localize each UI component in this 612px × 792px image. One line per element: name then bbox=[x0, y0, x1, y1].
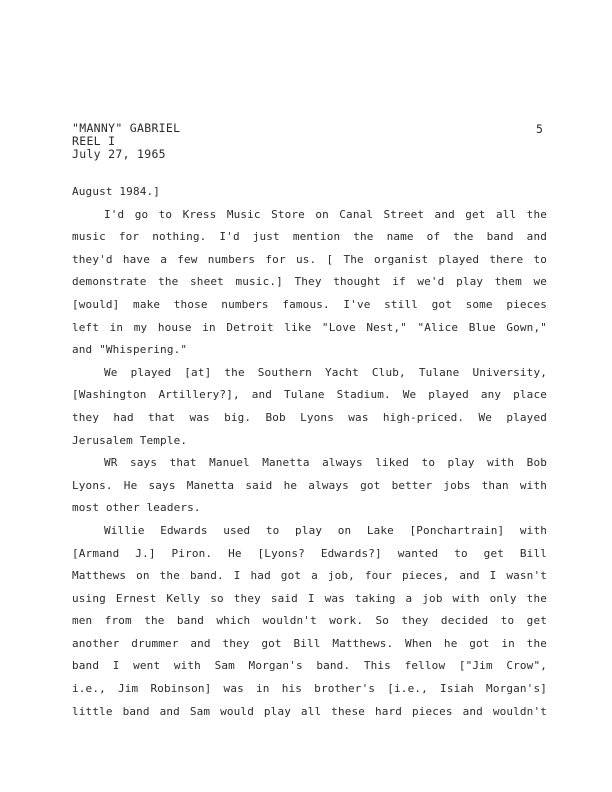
text-line: they had that was big. Bob Lyons was high-priced. We played bbox=[72, 410, 547, 424]
text-line: music for nothing. I'd just mention the name of the band and bbox=[72, 230, 547, 244]
text-line: [Washington Artillery?], and Tulane Stadium. We played any place bbox=[72, 388, 547, 402]
text-line: another drummer and they got Bill Matthews. When he got in the bbox=[72, 636, 547, 650]
text-line: Jerusalem Temple. bbox=[72, 433, 188, 447]
text-line: most other leaders. bbox=[72, 501, 201, 515]
text-line: Willie Edwards used to play on Lake [Ponchartrain] with bbox=[104, 523, 547, 537]
page-header bbox=[72, 122, 180, 161]
interviewee-name: "MANNY" GABRIEL bbox=[72, 121, 181, 135]
text-line: little band and Sam would play all these hard pieces and wouldn't bbox=[72, 704, 547, 718]
text-line: men from the band which wouldn't work. So they decided to get bbox=[72, 614, 547, 628]
text-line: and "Whispering." bbox=[72, 343, 188, 357]
text-line: i.e., Jim Robinson] was in his brother's [i.e., Isiah Morgan's] bbox=[72, 682, 547, 696]
text-line: WR says that Manuel Manetta always liked to play with Bob bbox=[104, 456, 547, 470]
reel-label: REEL I bbox=[72, 134, 116, 148]
text-line: I'd go to Kress Music Store on Canal Street and get all the bbox=[104, 207, 547, 221]
text-line: left in my house in Detroit like "Love Nest," "Alice Blue Gown," bbox=[72, 320, 547, 334]
transcript-body bbox=[72, 181, 547, 723]
text-line: [would] make those numbers famous. I've still got some pieces bbox=[72, 297, 547, 311]
text-line: [Armand J.] Piron. He [Lyons? Edwards?] wanted to get Bill bbox=[72, 546, 547, 560]
text-line: they'd have a few numbers for us. [ The organist played there to bbox=[72, 252, 547, 266]
text-line: Lyons. He says Manetta said he always got better jobs than with bbox=[72, 478, 547, 492]
page-number: 5 bbox=[536, 122, 543, 136]
text-line: band I went with Sam Morgan's band. This fellow ["Jim Crow", bbox=[72, 659, 547, 673]
text-line: August 1984.] bbox=[72, 185, 161, 198]
interview-date: July 27, 1965 bbox=[72, 147, 166, 161]
text-line: demonstrate the sheet music.] They thought if we'd play them we bbox=[72, 275, 547, 289]
text-line: using Ernest Kelly so they said I was taking a job with only the bbox=[72, 591, 547, 605]
text-line: We played [at] the Southern Yacht Club, Tulane University, bbox=[104, 365, 547, 379]
text-line: Matthews on the band. I had got a job, four pieces, and I wasn't bbox=[72, 569, 547, 583]
